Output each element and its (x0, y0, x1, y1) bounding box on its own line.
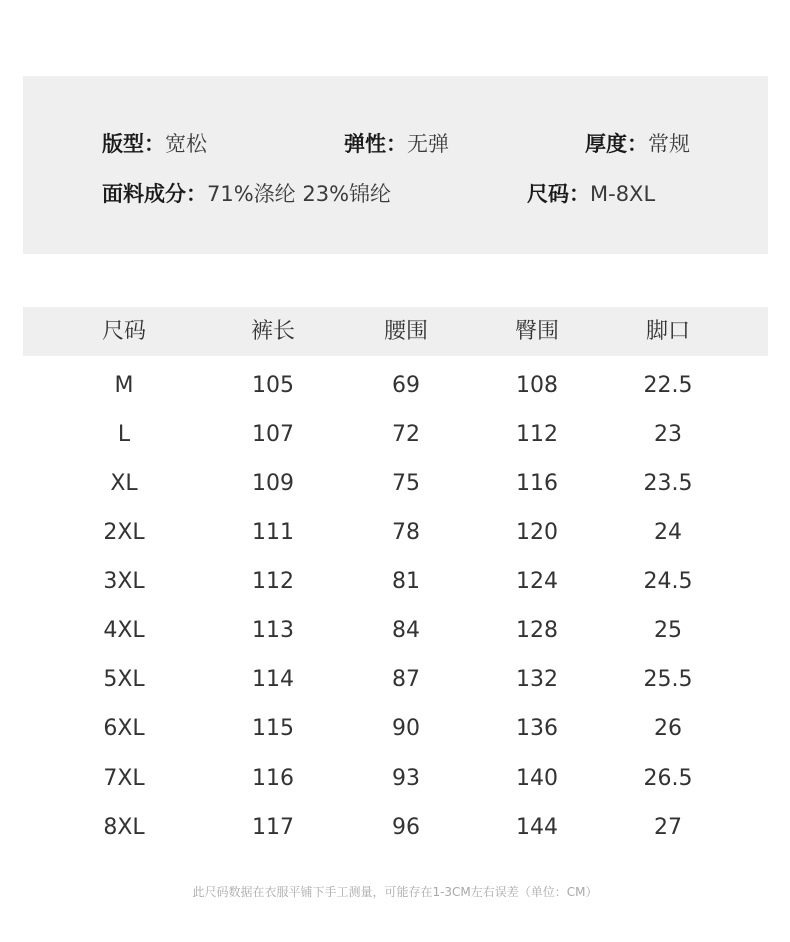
cell-leg-opening: 24 (654, 520, 682, 545)
table-row (0, 764, 790, 813)
cell-hip: 128 (516, 618, 558, 643)
cell-length: 117 (252, 815, 294, 840)
cell-leg-opening: 25.5 (643, 667, 693, 692)
cell-hip: 124 (516, 569, 558, 594)
cell-hip: 112 (516, 422, 558, 447)
header-hip: 臀围 (514, 319, 559, 344)
cell-waist: 78 (392, 520, 420, 545)
cell-waist: 96 (392, 815, 420, 840)
cell-waist: 90 (392, 716, 420, 741)
table-row (0, 616, 790, 665)
header-length: 裤长 (250, 319, 295, 344)
spec-stretch-label: 弹性： (344, 132, 407, 156)
table-row (0, 371, 790, 420)
cell-size: 2XL (103, 520, 145, 545)
table-row (0, 714, 790, 763)
cell-size: 4XL (103, 618, 145, 643)
spec-fit-value: 宽松 (165, 132, 207, 156)
cell-hip: 116 (516, 471, 558, 496)
table-row (0, 665, 790, 714)
cell-length: 113 (252, 618, 294, 643)
cell-hip: 136 (516, 716, 558, 741)
cell-leg-opening: 22.5 (643, 373, 693, 398)
header-size: 尺码 (101, 319, 146, 344)
cell-hip: 108 (516, 373, 558, 398)
table-row (0, 420, 790, 469)
cell-leg-opening: 27 (654, 815, 682, 840)
spec-size-value: M-8XL (590, 182, 656, 206)
spec-fabric-label: 面料成分： (102, 182, 207, 206)
cell-waist: 93 (392, 766, 420, 791)
spec-thickness-value: 常规 (648, 132, 690, 156)
cell-hip: 140 (516, 766, 558, 791)
cell-waist: 81 (392, 569, 420, 594)
cell-leg-opening: 26 (654, 716, 682, 741)
cell-leg-opening: 26.5 (643, 766, 693, 791)
cell-leg-opening: 23 (654, 422, 682, 447)
cell-size: 5XL (103, 667, 145, 692)
cell-waist: 75 (392, 471, 420, 496)
cell-size: 6XL (103, 716, 145, 741)
cell-length: 112 (252, 569, 294, 594)
spec-stretch-value: 无弹 (407, 132, 449, 156)
cell-size: L (117, 422, 131, 447)
table-row (0, 567, 790, 616)
spec-fit-label: 版型： (102, 132, 165, 156)
cell-leg-opening: 25 (654, 618, 682, 643)
cell-size: 3XL (103, 569, 145, 594)
cell-waist: 84 (392, 618, 420, 643)
cell-length: 115 (252, 716, 294, 741)
spec-fabric-value: 71%涤纶 23%锦纶 (207, 182, 392, 206)
cell-size: XL (110, 471, 138, 496)
cell-leg-opening: 24.5 (643, 569, 693, 594)
header-waist: 腰围 (383, 319, 428, 344)
cell-waist: 87 (392, 667, 420, 692)
spec-size-label: 尺码： (527, 182, 590, 206)
table-row (0, 518, 790, 567)
spec-thickness-label: 厚度： (585, 132, 648, 156)
measurement-footnote: 此尺码数据在衣服平铺下手工测量，可能存在1-3CM左右误差（单位：CM） (192, 885, 598, 899)
cell-length: 114 (252, 667, 294, 692)
cell-size: 7XL (103, 766, 145, 791)
cell-size: 8XL (103, 815, 145, 840)
table-row (0, 469, 790, 518)
cell-length: 107 (252, 422, 294, 447)
cell-length: 109 (252, 471, 294, 496)
cell-length: 105 (252, 373, 294, 398)
cell-length: 116 (252, 766, 294, 791)
header-leg-opening: 脚口 (645, 319, 690, 344)
cell-hip: 132 (516, 667, 558, 692)
cell-waist: 69 (392, 373, 420, 398)
table-row (0, 813, 790, 862)
cell-hip: 120 (516, 520, 558, 545)
cell-size: M (114, 373, 134, 398)
cell-leg-opening: 23.5 (643, 471, 693, 496)
cell-waist: 72 (392, 422, 420, 447)
cell-hip: 144 (516, 815, 558, 840)
cell-length: 111 (252, 520, 294, 545)
